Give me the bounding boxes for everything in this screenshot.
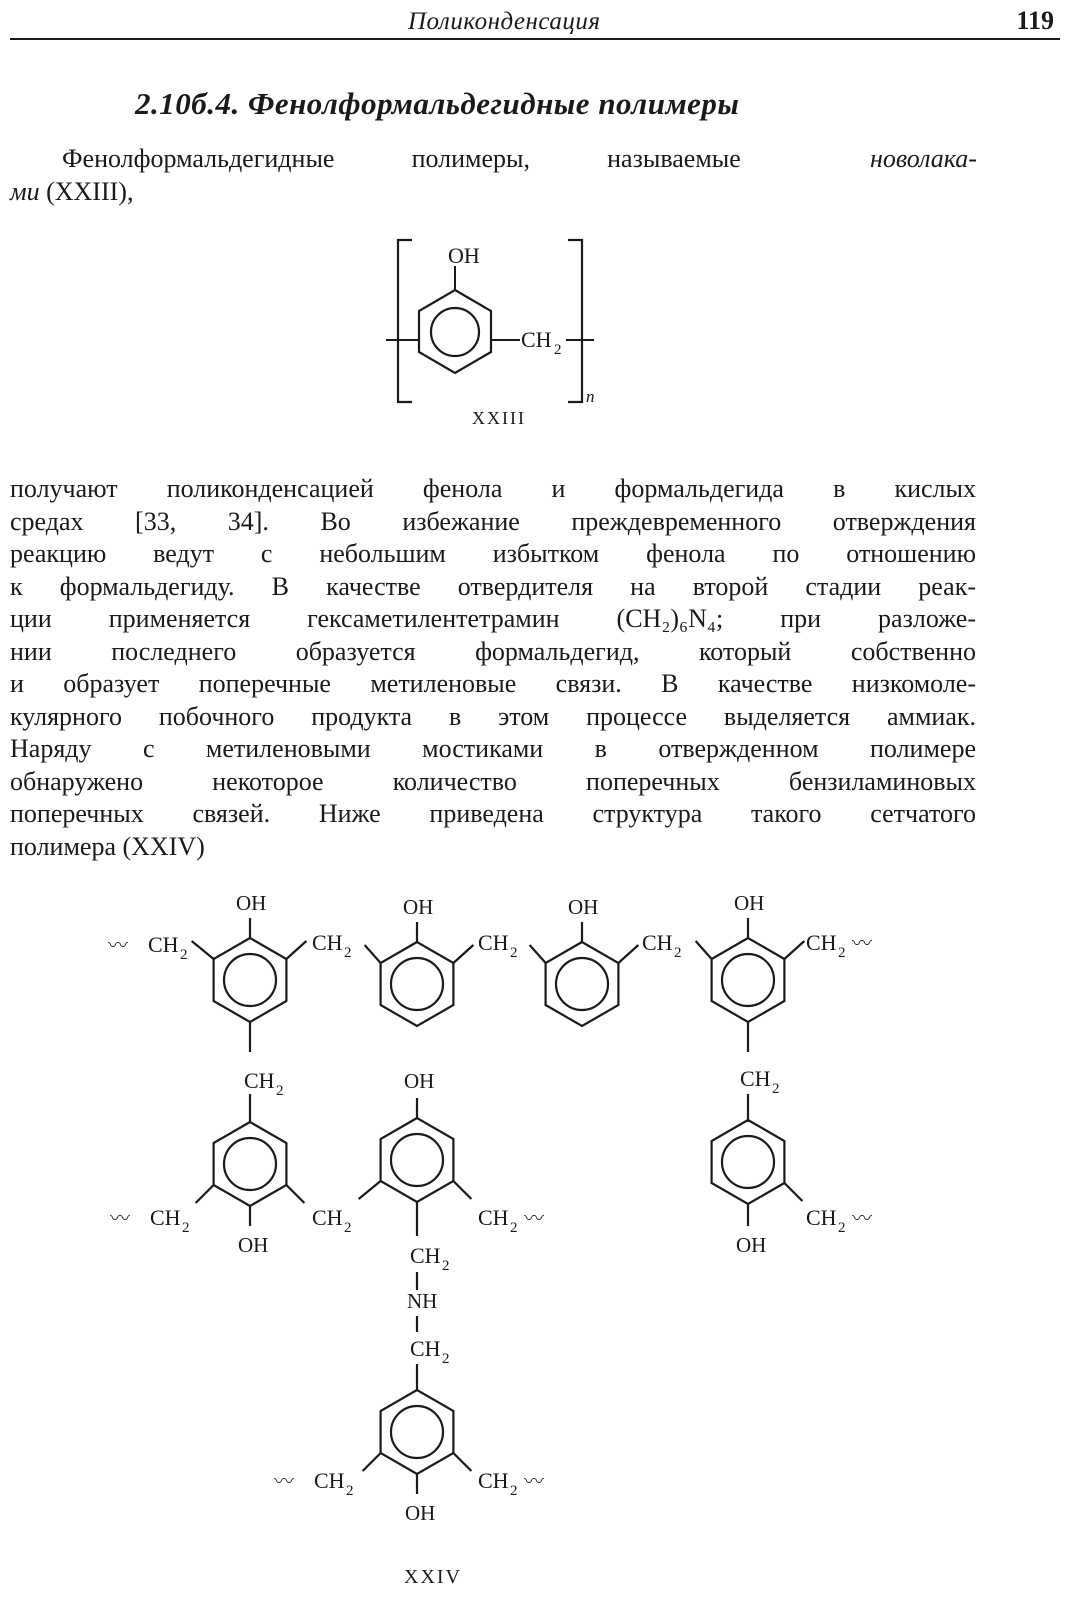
bond	[530, 945, 546, 963]
wavy-bond: 〰	[524, 1471, 544, 1493]
oh-label: OH	[238, 1233, 269, 1257]
ch2-label: CH	[642, 930, 673, 955]
ch2-subscript: 2	[510, 945, 518, 961]
oh-label: OH	[404, 1069, 435, 1093]
ch2-subscript: 2	[838, 945, 846, 961]
oh-label: OH	[448, 243, 480, 268]
right-bracket	[568, 240, 582, 402]
oh-label: OH	[405, 1501, 436, 1525]
oh-label: OH	[736, 1233, 767, 1257]
intro-word: полимеры,	[411, 144, 531, 173]
ch2-subscript: 2	[346, 1483, 354, 1499]
body-line: получают поликонденсацией фенола и формальдегида в кислых	[10, 474, 976, 503]
ch2-label: CH	[410, 1243, 441, 1268]
ch2-label: CH	[312, 1205, 343, 1230]
ch2-subscript: 2	[838, 1220, 846, 1236]
aromatic-circle	[391, 958, 443, 1010]
wavy-bond: 〰	[524, 1208, 544, 1230]
body-line: нии последнего образуется формальдегид, который собственно	[10, 636, 976, 666]
header-rule	[10, 38, 1060, 40]
structure-xxiii	[380, 230, 640, 430]
aromatic-circle	[224, 1138, 276, 1190]
bond	[286, 1185, 304, 1203]
intro-word: Фенолформальдегидные	[62, 144, 335, 173]
running-head	[10, 4, 1060, 36]
bond	[359, 1181, 381, 1199]
body-line: обнаружено некоторое количество поперечных бензиламиновых	[10, 766, 976, 796]
bond	[365, 945, 381, 963]
xxiv-label: XXIV	[404, 1566, 462, 1588]
ch2-label: CH	[478, 1205, 509, 1230]
intro-ref: (XXIII),	[46, 177, 134, 206]
aromatic-circle	[722, 954, 774, 1006]
ch2-subscript: 2	[772, 1081, 780, 1097]
page-number: 119	[1016, 6, 1054, 35]
bond	[696, 941, 712, 959]
ch2-subscript: 2	[180, 947, 188, 963]
aromatic-circle	[556, 958, 608, 1010]
n-subscript: n	[586, 387, 595, 406]
body-paragraph	[10, 473, 976, 863]
ch2-label: CH	[806, 930, 837, 955]
intro-term: новолака-	[869, 144, 977, 173]
wavy-bond: 〰	[108, 935, 128, 957]
intro-line-1	[10, 142, 977, 175]
ch2-subscript: 2	[182, 1220, 190, 1236]
wavy-bond: 〰	[274, 1471, 294, 1493]
bond	[363, 1453, 381, 1471]
ch2-subscript: 2	[510, 1220, 518, 1236]
structure-xxiv	[0, 880, 1079, 1595]
intro-word: называемые	[607, 144, 741, 173]
bond	[196, 1185, 214, 1203]
ch2-subscript: 2	[344, 1220, 352, 1236]
intro-line-2	[10, 175, 977, 208]
ch2-label: CH	[740, 1066, 771, 1091]
intro-term-end: ми	[10, 177, 40, 206]
wavy-bond: 〰	[110, 1208, 130, 1230]
ch2-label: CH	[410, 1336, 441, 1361]
xxiii-label: XXIII	[472, 408, 526, 428]
aromatic-circle	[722, 1136, 774, 1188]
body-line: к формальдегиду. В качестве отвердителя на второй стадии реак-	[10, 571, 976, 601]
ch2-subscript: 2	[276, 1083, 284, 1099]
body-line: средах [33, 34]. Во избежание преждевременного отверждения	[10, 506, 976, 536]
aromatic-circle	[431, 308, 479, 356]
oh-label: OH	[403, 895, 434, 919]
body-line: кулярного побочного продукта в этом процессе выделяется аммиак.	[10, 701, 976, 731]
aromatic-circle	[391, 1134, 443, 1186]
intro-paragraph	[10, 142, 977, 208]
ch2-subscript: 2	[442, 1351, 450, 1367]
body-line: реакцию ведут с небольшим избытком фенола по отношению	[10, 539, 976, 568]
bond	[286, 941, 306, 959]
bond	[784, 1183, 802, 1201]
left-bracket	[398, 240, 412, 402]
oh-label: OH	[734, 891, 765, 915]
bond	[453, 945, 473, 963]
ch2-label: CH	[478, 1468, 509, 1493]
body-line: поперечных связей. Ниже приведена структура такого сетчатого	[10, 799, 976, 828]
nh-label: NH	[407, 1289, 438, 1313]
body-line: и образует поперечные метиленовые связи. В качестве низкомоле-	[10, 669, 976, 698]
ch2-sub: 2	[554, 342, 562, 358]
ch2-label: CH	[312, 930, 343, 955]
ch2-subscript: 2	[344, 945, 352, 961]
bond	[784, 941, 804, 959]
body-line: ции применяется гексаметилентетрамин (CH₂)₆N₄; при разложе-	[10, 604, 976, 633]
ch2-label: CH	[521, 327, 552, 352]
body-line: полимера (XXIV)	[10, 831, 205, 861]
benzene-ring	[419, 290, 491, 373]
ch2-label: CH	[150, 1205, 181, 1230]
bond	[192, 941, 214, 959]
ch2-subscript: 2	[674, 945, 682, 961]
section-title: 2.10б.4. Фенолформальдегидные полимеры	[135, 86, 740, 121]
bond	[453, 1181, 471, 1199]
aromatic-circle	[224, 954, 276, 1006]
oh-label: OH	[568, 895, 599, 919]
ch2-label: CH	[148, 932, 179, 957]
ch2-subscript: 2	[510, 1483, 518, 1499]
bond	[618, 945, 638, 963]
bond	[453, 1453, 471, 1471]
ch2-label: CH	[244, 1068, 275, 1093]
oh-label: OH	[236, 891, 267, 915]
ch2-label: CH	[478, 930, 509, 955]
wavy-bond: 〰	[852, 933, 872, 955]
aromatic-circle	[391, 1406, 443, 1458]
wavy-bond: 〰	[852, 1208, 872, 1230]
ch2-label: CH	[314, 1468, 345, 1493]
body-line: Наряду с метиленовыми мостиками в отвержденном полимере	[10, 734, 976, 763]
running-title: Поликонденсация	[408, 8, 601, 35]
ch2-subscript: 2	[442, 1258, 450, 1274]
ch2-label: CH	[806, 1205, 837, 1230]
xxiv-drawing	[108, 891, 872, 1525]
